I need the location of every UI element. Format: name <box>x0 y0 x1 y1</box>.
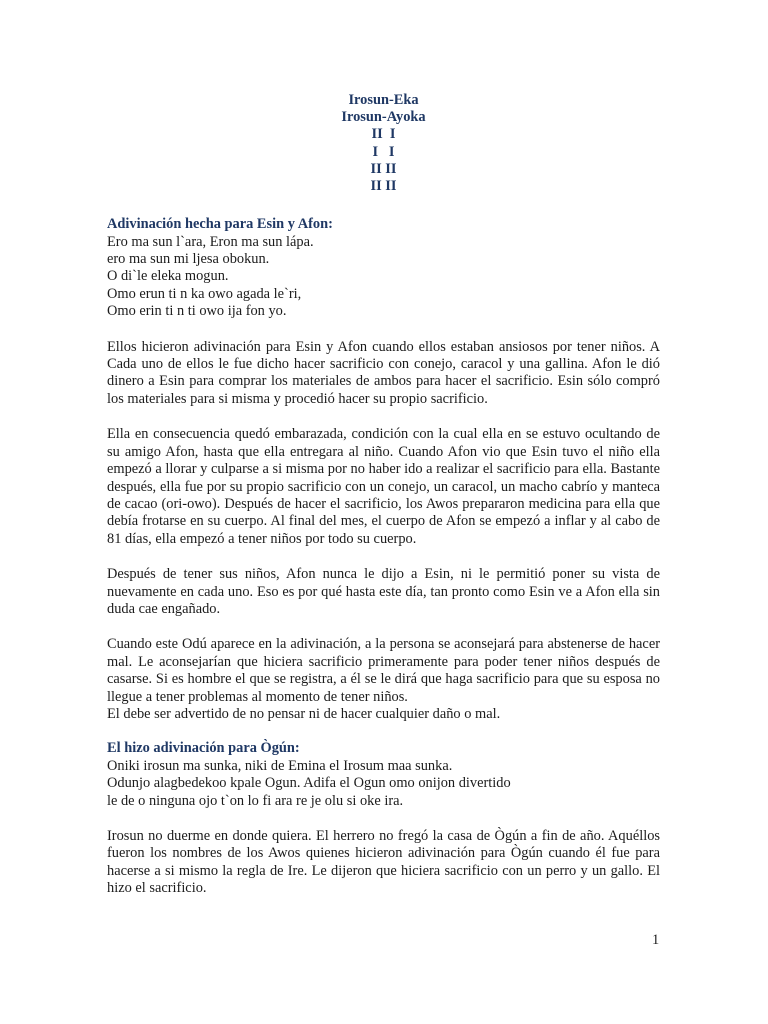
page-number: 1 <box>652 932 660 948</box>
odu-title: Irosun-Eka <box>348 92 419 108</box>
verse-line: Odunjo alagbedekoo kpale Ogun. Adifa el Ogun omo onijon divertido <box>107 775 511 792</box>
document-page <box>107 92 660 898</box>
verse-line: ero ma sun mi ljesa obokun. <box>107 251 270 268</box>
odu-subtitle: Irosun-Ayoka <box>341 109 426 126</box>
body-paragraph: Cuando este Odú aparece en la adivinación, a la persona se aconsejará para abstenerse de hacer mal. Le aconsejarían que hiciera sacrificio primeramente para poder tener niños después de casarse. Si es hombre el que se registra, a él se le dirá que haga sacrificio para que su esposa no llegue a tener problemas al momento de tener niños. <box>107 636 660 705</box>
verse-line: Omo erun ti n ka owo agada le`ri, <box>107 285 302 302</box>
body-paragraph: Después de tener sus niños, Afon nunca le dijo a Esin, ni le permitió poner su vista de nuevamente en cada uno. Eso es por qué hasta este día, tan pronto como Esin ve a Afon ella sin duda cae engañado. <box>107 566 660 617</box>
odu-sign-line: II I <box>371 126 396 143</box>
verse-block <box>107 758 660 810</box>
verse-block <box>107 234 660 321</box>
odu-sign-line: II II <box>370 178 397 195</box>
verse-line: Ero ma sun l`ara, Eron ma sun lápa. <box>107 233 314 250</box>
body-paragraph: Ellos hicieron adivinación para Esin y Afon cuando ellos estaban ansiosos por tener niños. A Cada uno de ellos le fue dicho hacer sacrificio con conejo, caracol y una gallina. Afon le dió dinero a Esin para comprar los materiales de ambos para hacer el sacrificio. Esin sólo compró los materiales para si misma y procedió hacer su propio sacrificio. <box>107 338 660 407</box>
verse-line: le de o ninguna ojo t`on lo fi ara re je olu si oke ira. <box>107 792 404 809</box>
odu-sign-line: I I <box>372 143 395 160</box>
body-closing-line: El debe ser advertido de no pensar ni de hacer cualquier daño o mal. <box>107 705 501 722</box>
section-heading: Adivinación hecha para Esin y Afon: <box>107 216 333 233</box>
odu-sign-line: II II <box>370 160 397 177</box>
body-paragraph: Irosun no duerme en donde quiera. El herrero no fregó la casa de Ògún a fin de año. Aquéllos fueron los nombres de los Awos quienes hicieron adivinación para Ògún cuando él fue para hacerse a si mismo la regla de Ire. Le dijeron que hiciera sacrificio con un perro y un gallo. El hizo el sacrificio. <box>107 828 660 897</box>
verse-line: Omo erin ti n ti owo ija fon yo. <box>107 303 287 320</box>
body-paragraph: Ella en consecuencia quedó embarazada, condición con la cual ella en se estuvo ocultando de su amigo Afon, hasta que ella entregara al niño. Cuando Afon vio que Esin tuvo el niño ella empezó a llorar y culparse a si misma por no haber ido a realizar el sacrificio para ella. Bastante después, ella fue por su propio sacrificio con un conejo, un caracol, un macho cabrío y manteca de cacao (ori-owo). Después de hacer el sacrificio, los Awos prepararon medicina para ella que debía frotarse en su cuerpo. Al final del mes, el cuerpo de Afon se empezó a inflar y al cabo de 81 días, ella empezó a tener niños por todo su cuerpo. <box>107 426 660 547</box>
odu-title-block <box>107 92 660 195</box>
verse-line: Oniki irosun ma sunka, niki de Emina el Irosum maa sunka. <box>107 757 453 774</box>
verse-line: O di`le eleka mogun. <box>107 268 229 285</box>
section-heading: El hizo adivinación para Ògún: <box>107 740 300 757</box>
